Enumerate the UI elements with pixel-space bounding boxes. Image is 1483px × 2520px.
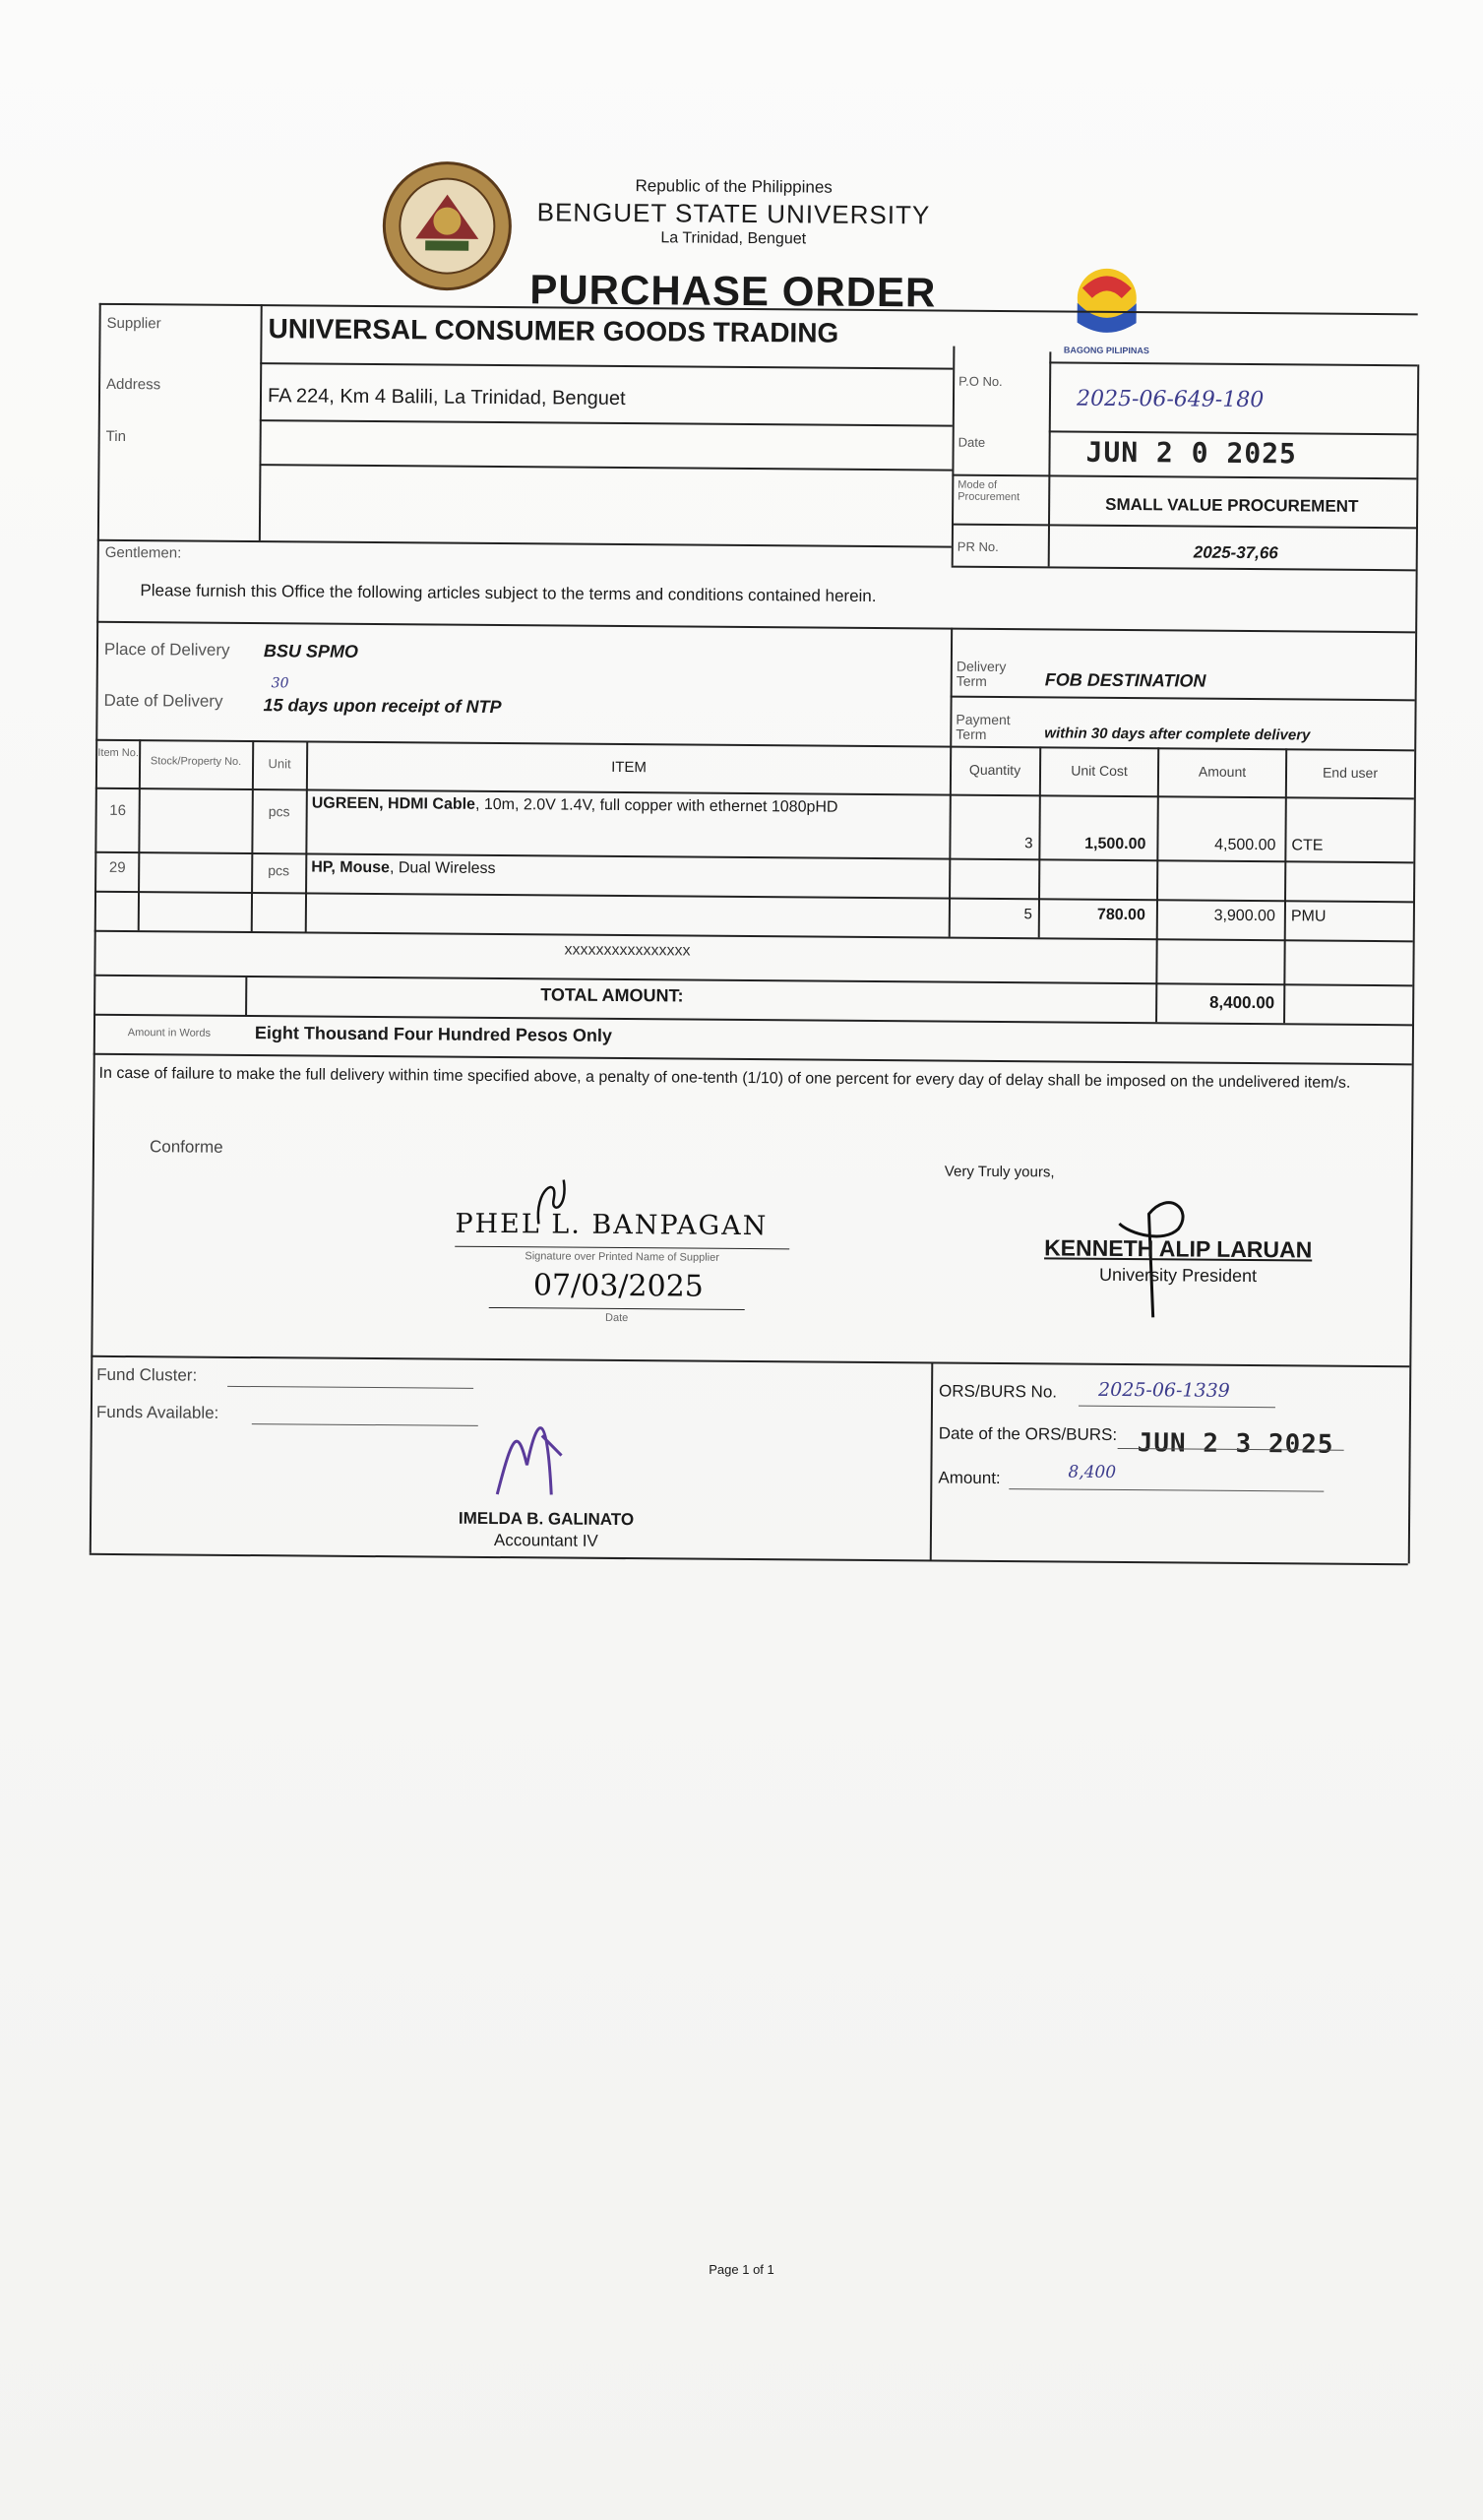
place-of-delivery-value: BSU SPMO	[263, 641, 359, 662]
row-amount: 4,500.00	[1214, 836, 1276, 854]
row-end-user: CTE	[1291, 837, 1324, 854]
place-of-delivery-label: Place of Delivery	[103, 639, 230, 660]
ors-amount-label: Amount:	[938, 1468, 1001, 1488]
tin-label: Tin	[105, 427, 127, 446]
conforme-date: 07/03/2025	[532, 1268, 704, 1304]
row-quantity: 3	[1024, 835, 1033, 852]
delivery-term-label: Delivery Term	[956, 658, 1007, 689]
page-number: Page 1 of 1	[709, 2262, 774, 2277]
address-label: Address	[106, 375, 161, 394]
date-caption: Date	[604, 1311, 629, 1325]
row-quantity: 5	[1023, 906, 1032, 923]
fund-cluster-label: Fund Cluster:	[96, 1364, 198, 1385]
bagong-pilipinas-logo-icon	[1052, 263, 1161, 343]
supplier-name: UNIVERSAL CONSUMER GOODS TRADING	[268, 313, 839, 348]
purchase-order-document	[64, 143, 1423, 1571]
pr-no-value: 2025-37,66	[1193, 542, 1278, 563]
total-amount-label: TOTAL AMOUNT:	[540, 984, 684, 1006]
date-label: Date	[958, 434, 986, 450]
row-item-no: 16	[109, 801, 127, 820]
col-quantity: Quantity	[968, 761, 1021, 779]
supplier-address: FA 224, Km 4 Balili, La Trinidad, Benguet	[267, 385, 626, 410]
ors-burs-no-label: ORS/BURS No.	[939, 1381, 1058, 1402]
conforme-label: Conforme	[149, 1137, 223, 1157]
date-of-delivery-note: 30	[271, 675, 289, 692]
republic-text: Republic of the Philippines	[635, 176, 833, 197]
row-unit-cost: 1,500.00	[1084, 835, 1146, 853]
accountant-title: Accountant IV	[493, 1531, 598, 1550]
delivery-term-value: FOB DESTINATION	[1044, 669, 1206, 691]
row-amount: 3,900.00	[1213, 907, 1275, 925]
col-amount: Amount	[1198, 763, 1247, 780]
bagong-pilipinas-text: BAGONG PILIPINAS	[1063, 345, 1149, 356]
ors-burs-date-stamp: JUN 2 3 2025	[1137, 1428, 1334, 1460]
ors-burs-no-value: 2025-06-1339	[1098, 1378, 1230, 1402]
col-unit: Unit	[268, 756, 291, 772]
intro-text: Please furnish this Office the following articles subject to the terms and conditions contained herein.	[140, 581, 877, 606]
row-item: HP, Mouse, Dual Wireless	[311, 858, 496, 878]
col-end-user: End user	[1322, 764, 1379, 782]
accountant-name: IMELDA B. GALINATO	[458, 1508, 635, 1530]
mode-value: SMALL VALUE PROCUREMENT	[1105, 494, 1359, 516]
university-name: BENGUET STATE UNIVERSITY	[536, 197, 931, 230]
pr-no-label: PR No.	[957, 538, 999, 555]
po-no-value: 2025-06-649-180	[1076, 386, 1265, 413]
amount-in-words-label: Amount in Words	[127, 1027, 212, 1040]
ors-amount-value: 8,400	[1068, 1462, 1117, 1482]
amount-in-words-value: Eight Thousand Four Hundred Pesos Only	[254, 1023, 613, 1045]
col-item-no: Item No.	[97, 746, 139, 760]
penalty-clause: In case of failure to make the full delivery within time specified above, a penalty of one-tenth (1/10) of one percent for every day of delay shall be imposed on the undelivered item/s.	[98, 1064, 1351, 1092]
payment-term-label: Payment Term	[956, 711, 1011, 742]
col-unit-cost: Unit Cost	[1071, 762, 1128, 780]
row-unit-cost: 780.00	[1096, 906, 1145, 924]
table-filler: xxxxxxxxxxxxxxxx	[564, 941, 691, 960]
col-item: ITEM	[611, 758, 648, 777]
row-end-user: PMU	[1290, 908, 1327, 925]
row-item-no: 29	[108, 858, 126, 877]
total-amount-value: 8,400.00	[1208, 992, 1275, 1013]
col-stock-no: Stock/Property No.	[150, 755, 242, 768]
row-unit: pcs	[268, 862, 290, 879]
po-no-label: P.O No.	[958, 373, 1003, 390]
ors-burs-date-label: Date of the ORS/BURS:	[938, 1423, 1118, 1444]
accountant-signature-icon	[487, 1396, 577, 1505]
row-item: UGREEN, HDMI Cable, 10m, 2.0V 1.4V, full copper with ethernet 1080pHD	[311, 794, 838, 816]
date-of-delivery-value: 15 days upon receipt of NTP	[263, 695, 502, 718]
funds-available-label: Funds Available:	[95, 1402, 219, 1422]
supplier-signature-caption: Signature over Printed Name of Supplier	[525, 1250, 719, 1264]
gentlemen-text: Gentlemen:	[104, 543, 182, 562]
president-name: KENNETH ALIP LARUAN	[1044, 1234, 1313, 1263]
po-date-stamp: JUN 2 0 2025	[1085, 435, 1298, 471]
document-title: PURCHASE ORDER	[529, 266, 937, 316]
payment-term-value: within 30 days after complete delivery	[1044, 724, 1311, 744]
mode-label: Mode of Procurement	[958, 478, 1020, 504]
date-of-delivery-label: Date of Delivery	[103, 690, 223, 711]
supplier-label: Supplier	[106, 314, 161, 333]
supplier-printed-name: PHEL L. BANPAGAN	[455, 1208, 769, 1242]
university-location: La Trinidad, Benguet	[660, 229, 807, 248]
row-unit: pcs	[268, 803, 290, 820]
closing-text: Very Truly yours,	[944, 1163, 1055, 1181]
president-title: University President	[1098, 1264, 1258, 1287]
university-seal-icon	[381, 159, 514, 292]
